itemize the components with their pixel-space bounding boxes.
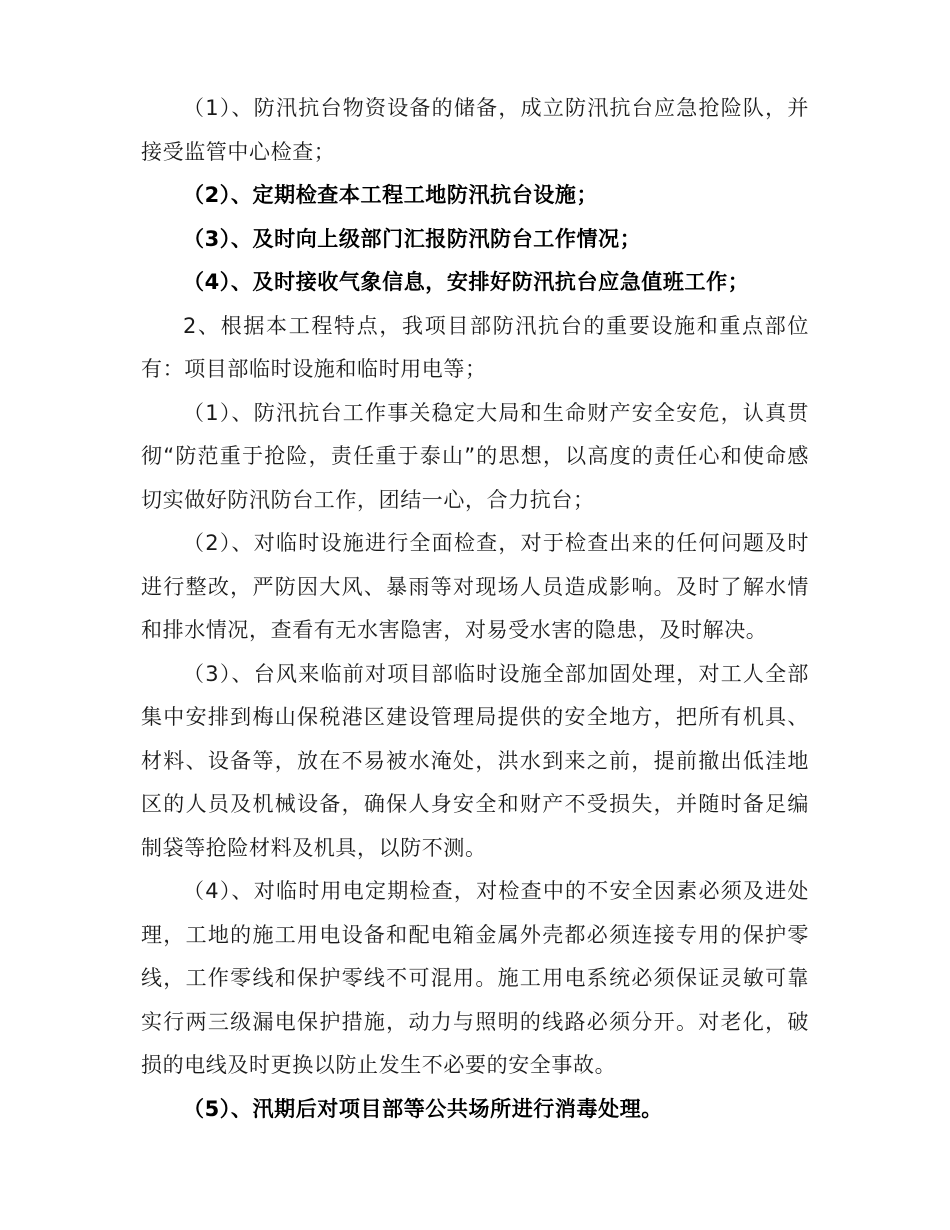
document-body [141,87,809,1131]
paragraph-4: （4）、及时接收气象信息，安排好防汛抗台应急值班工作； [183,270,750,294]
paragraph-7: （2）、对临时设施进行全面检查，对于检查出来的任何问题及时进行整改，严防因大风、暴雨等对现场人员造成影响。及时了解水情和排水情况，查看有无水害隐害，对易受水害的隐患，及时解决。 [141,531,809,642]
paragraph-10: （5）、汛期后对项目部等公共场所进行消毒处理。 [183,1096,663,1121]
paragraph-8: （3）、台风来临前对项目部临时设施全部加固处理，对工人全部集中安排到梅山保税港区建设管理局提供的安全地方，把所有机具、材料、设备等，放在不易被水淹处，洪水到来之前，提前撤出低洼地区的人员及机械设备，确保人身安全和财产不受损失，并随时备足编制袋等抢险材料及机具，以防不测。 [141,661,809,860]
paragraph-5: 2、根据本工程特点，我项目部防汛抗台的重要设施和重点部位有：项目部临时设施和临时用电等； [141,313,809,381]
paragraph-6: （1）、防汛抗台工作事关稳定大局和生命财产安全安危，认真贯彻“防范重于抢险，责任重于泰山”的思想，以高度的责任心和使命感切实做好防汛防台工作，团结一心，合力抗台； [141,400,809,512]
paragraph-3: （3）、及时向上级部门汇报防汛防台工作情况； [183,226,642,251]
paragraph-9: （4）、对临时用电定期检查，对检查中的不安全因素必须及进处理，工地的施工用电设备和配电箱金属外壳都必须连接专用的保护零线，工作零线和保护零线不可混用。施工用电系统必须保证灵敏可靠实行两三级漏电保护措施，动力与照明的线路必须分开。对老化，破损的电线及时更换以防止发生不必要的安全事故。 [141,879,809,1077]
paragraph-1: （1）、防汛抗台物资设备的储备，成立防汛抗台应急抢险队，并接受监管中心检查； [141,96,809,164]
paragraph-2: （2）、定期检查本工程工地防汛抗台设施； [183,183,599,207]
